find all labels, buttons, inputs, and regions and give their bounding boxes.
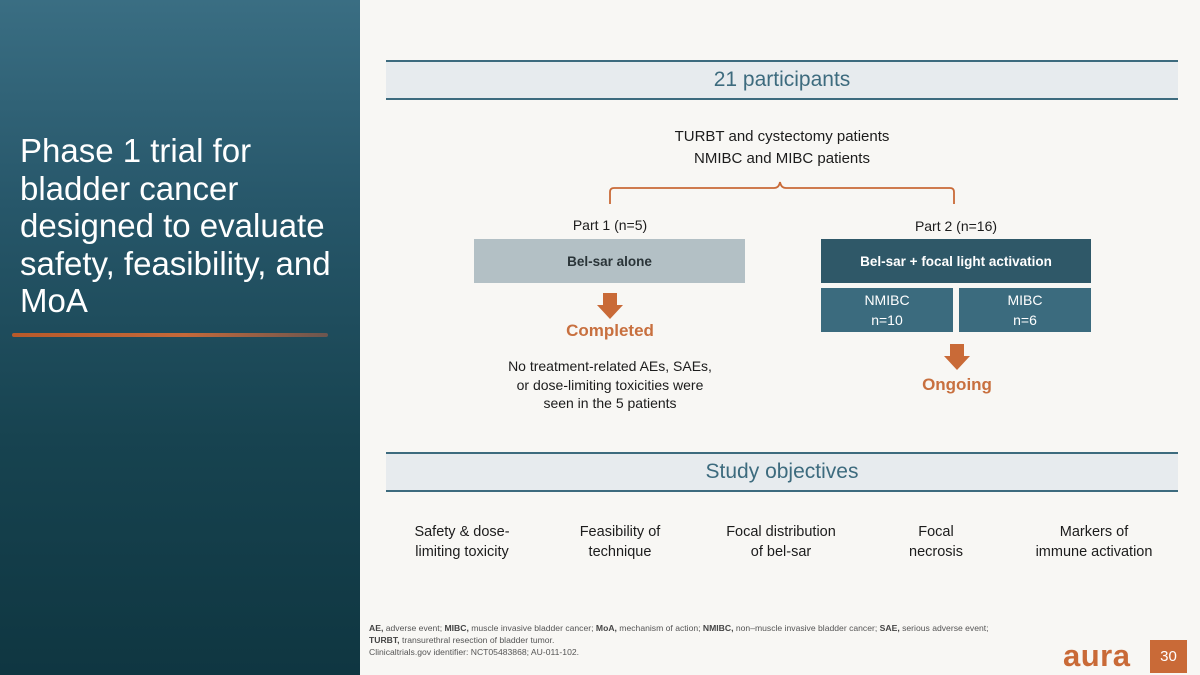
left-panel xyxy=(0,0,360,675)
mibc-count: n=6 xyxy=(1013,312,1037,328)
footnote-term: MoA, xyxy=(595,623,617,633)
objective-item xyxy=(861,523,1011,562)
objective-item xyxy=(387,523,537,562)
footnote-definition: non–muscle invasive bladder cancer; xyxy=(733,623,880,633)
slide-title: Phase 1 trial for bladder cancer designed to evaluate safety, feasibility, and MoA xyxy=(20,132,331,319)
part2-down-arrow-icon xyxy=(943,343,971,371)
objective-line: Markers of xyxy=(1059,524,1129,540)
population-line-2: NMIBC and MIBC patients xyxy=(694,150,870,167)
objective-line: necrosis xyxy=(909,543,963,560)
part1-note xyxy=(470,357,750,413)
objective-item xyxy=(706,523,856,562)
part1-note-line-2: or dose-limiting toxicities were xyxy=(516,376,704,393)
part2-box xyxy=(821,239,1091,283)
part1-box xyxy=(474,239,745,283)
objective-line: Feasibility of xyxy=(579,524,661,540)
objectives-header-text: Study objectives xyxy=(705,460,859,483)
aura-logo: aura xyxy=(1063,638,1131,673)
part1-label: Part 1 (n=5) xyxy=(572,217,648,233)
split-bracket xyxy=(600,178,964,208)
population-line-1: TURBT and cystectomy patients xyxy=(674,128,890,145)
page-number-text: 30 xyxy=(1160,648,1177,665)
objective-line: immune activation xyxy=(1035,543,1153,560)
objective-line: Focal xyxy=(918,524,954,540)
part2-status: Ongoing xyxy=(922,375,992,394)
part1-status: Completed xyxy=(566,321,654,340)
objective-line: Focal distribution xyxy=(726,524,836,540)
footnote-definition: mechanism of action; xyxy=(616,623,703,633)
footnote-term: MIBC, xyxy=(444,623,469,633)
objectives-header xyxy=(386,452,1178,492)
footnote-term: SAE, xyxy=(879,623,900,633)
objective-line: of bel-sar xyxy=(750,543,812,560)
footnote-term: AE, xyxy=(369,623,384,633)
footnote-abbreviations xyxy=(369,622,1089,635)
objective-line: Safety & dose- xyxy=(414,524,510,540)
part2-label: Part 2 (n=16) xyxy=(914,218,998,234)
part2-box-label: Bel-sar + focal light activation xyxy=(860,253,1052,269)
objective-line: technique xyxy=(588,543,652,560)
participants-header xyxy=(386,60,1178,100)
footnote-term: TURBT, xyxy=(369,635,400,645)
nmibc-count: n=10 xyxy=(871,312,903,328)
part1-note-line-1: No treatment-related AEs, SAEs, xyxy=(508,358,712,374)
footnote-definition: transurethral resection of bladder tumor. xyxy=(399,635,555,645)
footnote-definition: muscle invasive bladder cancer; xyxy=(468,623,596,633)
footnote-term: NMIBC, xyxy=(702,623,734,633)
objective-line: limiting toxicity xyxy=(415,543,509,560)
part1-down-arrow-icon xyxy=(596,292,624,320)
part1-note-line-3: seen in the 5 patients xyxy=(543,395,677,411)
page-number xyxy=(1150,640,1187,673)
footnote-turbt xyxy=(369,634,1089,647)
mibc-label: MIBC xyxy=(1007,292,1043,308)
nmibc-label: NMIBC xyxy=(864,292,910,308)
mibc-box xyxy=(959,288,1091,332)
participants-header-text: 21 participants xyxy=(713,68,851,91)
footnote-definition: serious adverse event; xyxy=(899,623,989,633)
part1-box-label: Bel-sar alone xyxy=(567,253,652,269)
footnote-identifier: Clinicaltrials.gov identifier: NCT05483868; AU-011-102. xyxy=(369,647,580,657)
objective-item xyxy=(545,523,695,562)
objective-item xyxy=(1019,523,1169,562)
footnote-definition: adverse event; xyxy=(383,623,445,633)
title-underline xyxy=(12,333,328,337)
nmibc-box xyxy=(821,288,953,332)
